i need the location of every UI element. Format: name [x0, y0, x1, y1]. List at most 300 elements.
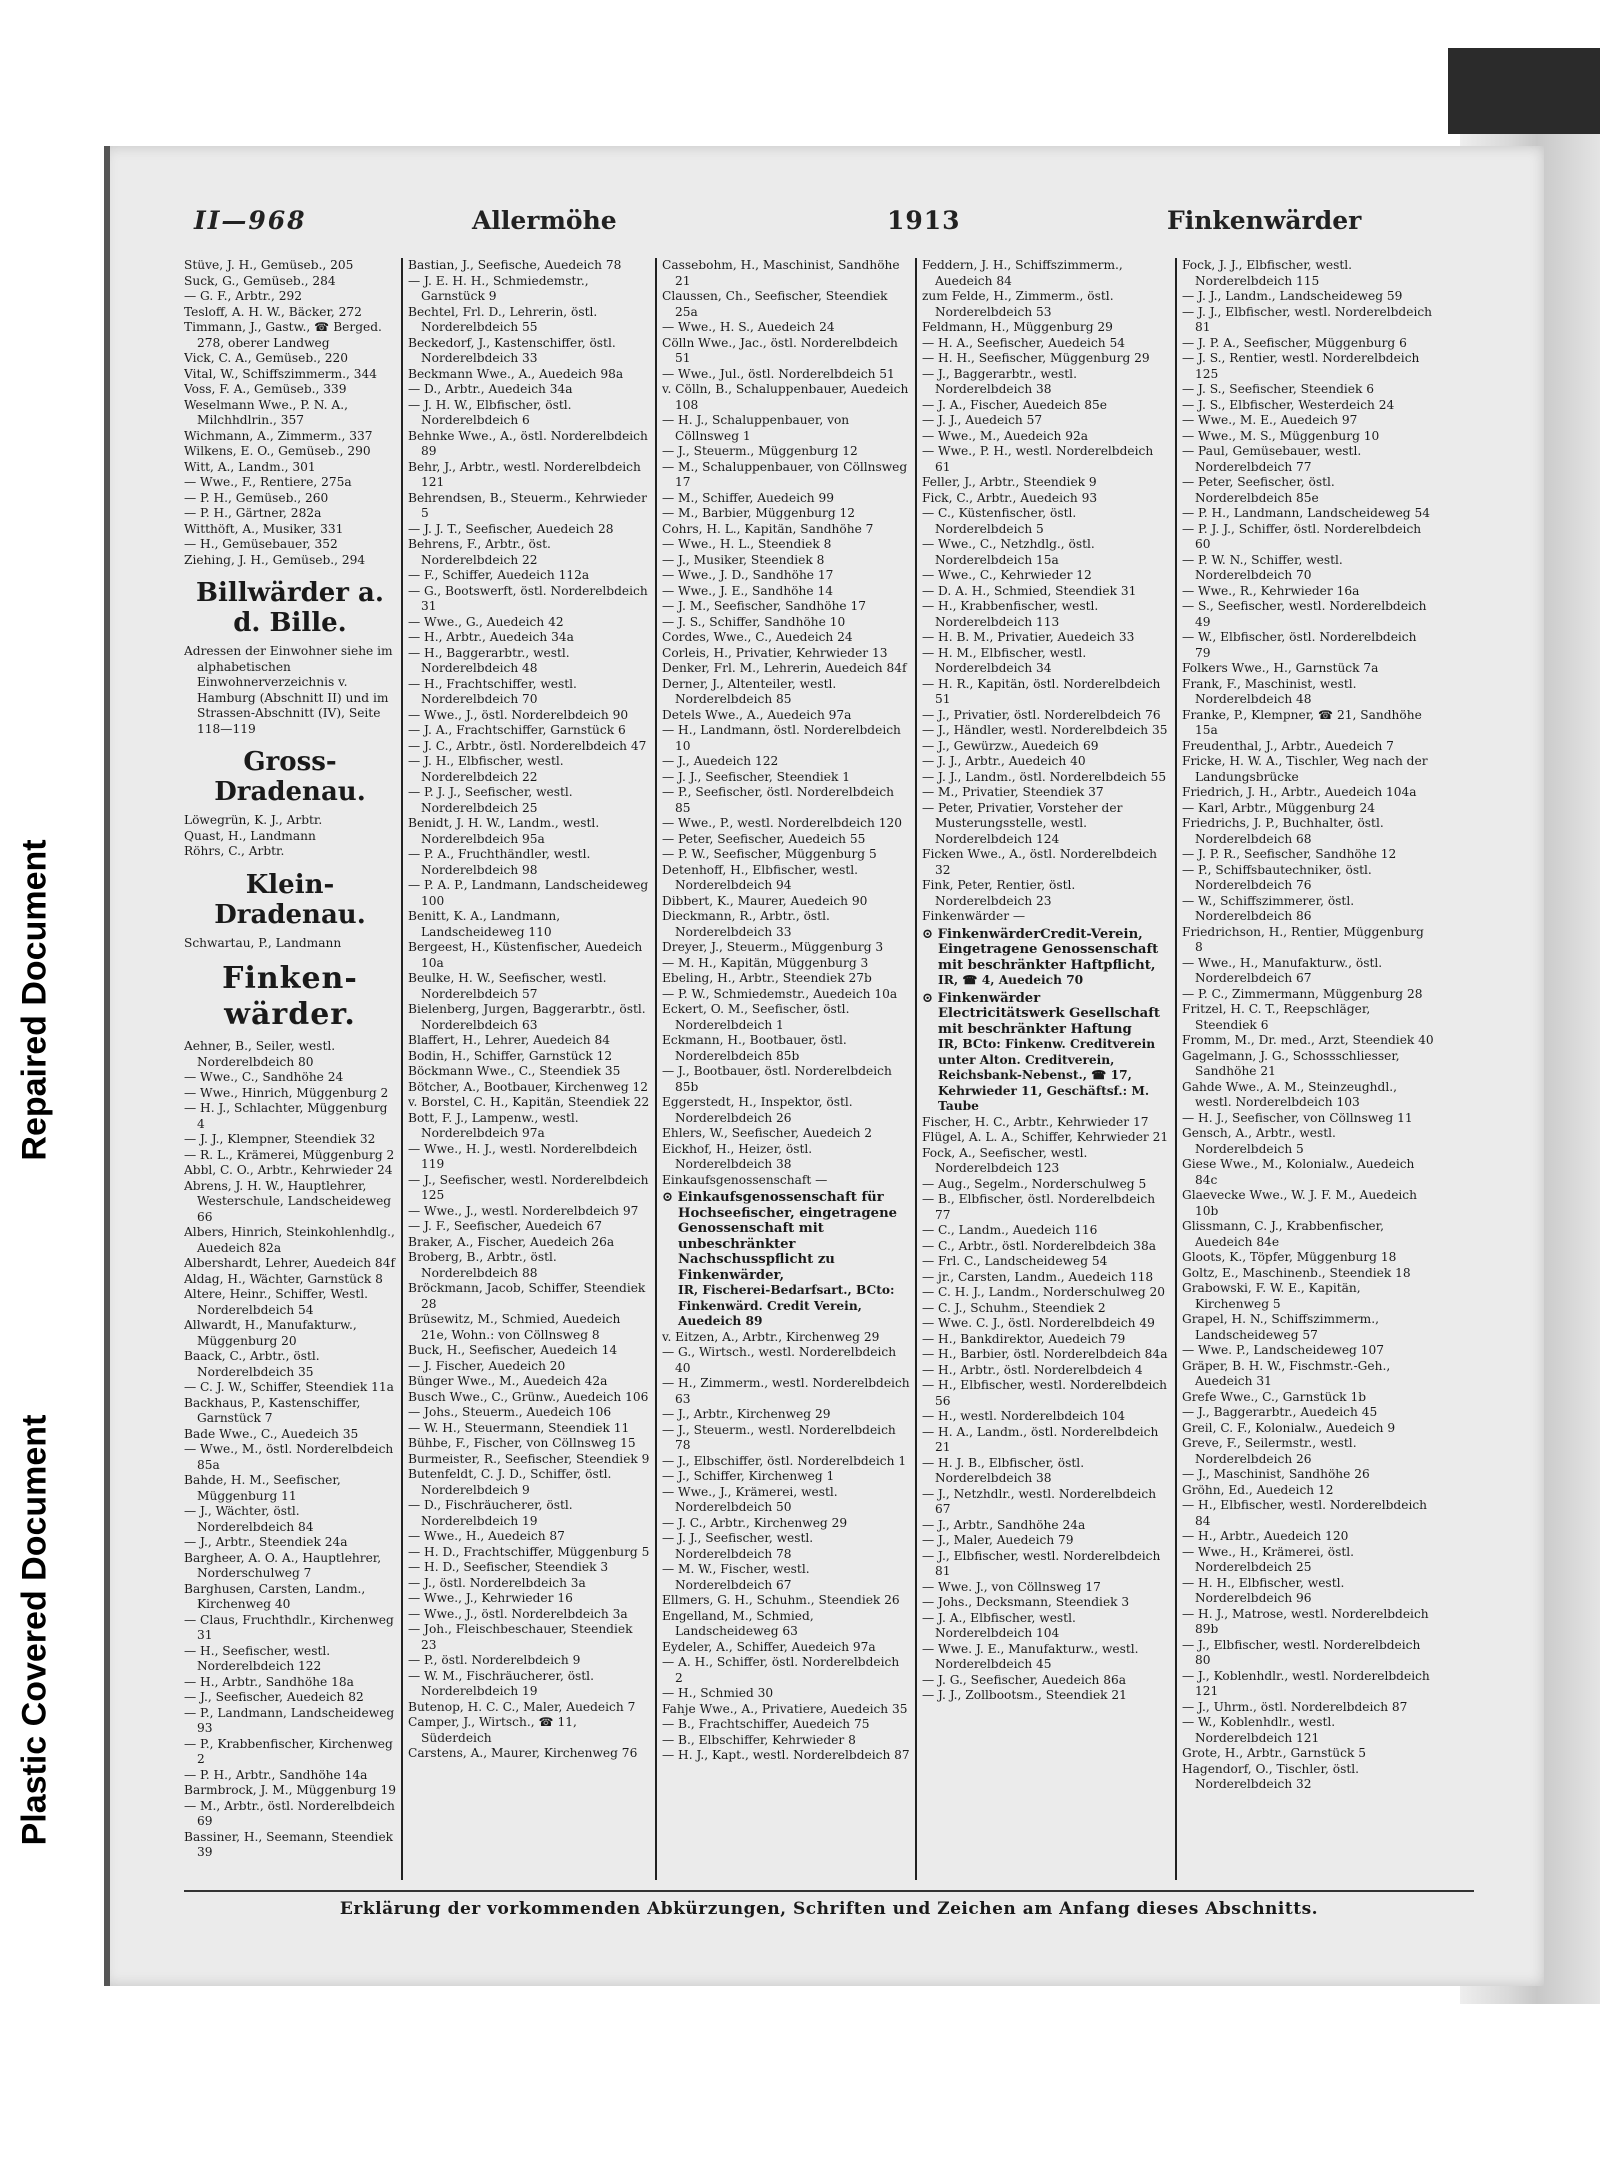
directory-entry: Glaevecke Wwe., W. J. F. M., Auedeich 10b: [1182, 1188, 1417, 1218]
directory-entry: Bünger Wwe., M., Auedeich 42a: [408, 1374, 608, 1388]
directory-entry: Witt, A., Landm., 301: [184, 459, 316, 474]
directory-entry: Friedrichs, J. P., Buchhalter, östl. Norderelbdeich 68: [1182, 816, 1384, 846]
column-1: [184, 258, 396, 1880]
directory-entry: — G., Wirtsch., westl. Norderelbdeich 40: [662, 1345, 897, 1375]
directory-entry: — W., Koblenhdlr., westl. Norderelbdeich 121: [1182, 1715, 1336, 1745]
directory-entry: Beckmann Wwe., A., Auedeich 98a: [408, 366, 624, 381]
directory-entry: — B., Elbfischer, östl. Norderelbdeich 77: [922, 1192, 1156, 1222]
directory-entry: — P. A. P., Landmann, Landscheideweg 100: [408, 878, 649, 908]
directory-entry: — M. W., Fischer, westl. Norderelbdeich 67: [662, 1562, 810, 1592]
side-label-repaired: Repaired Document: [15, 839, 54, 1161]
directory-entry: Voss, F. A., Gemüseb., 339: [184, 382, 347, 396]
directory-entry: — J. J., Auedeich 57: [922, 413, 1043, 427]
directory-entry: — Wwe., H. L., Steendiek 8: [662, 537, 832, 551]
directory-entry: — P., östl. Norderelbdeich 9: [408, 1653, 581, 1667]
directory-entry: — P., Schiffsbautechniker, östl. Norderelbdeich 76: [1182, 862, 1372, 892]
directory-entry: — Wwe., M. E., Auedeich 97: [1182, 413, 1358, 427]
directory-entry: — Wwe. C. J., östl. Norderelbdeich 49: [922, 1316, 1155, 1330]
page-header: [194, 206, 1362, 242]
directory-entry: Bahde, H. M., Seefischer, Müggenburg 11: [184, 1473, 341, 1503]
directory-entry: Wilkens, E. O., Gemüseb., 290: [184, 444, 371, 458]
directory-entry: Dieckmann, R., Arbtr., östl. Norderelbdeich 33: [662, 909, 830, 939]
directory-entry: — Frl. C., Landscheideweg 54: [922, 1254, 1108, 1268]
directory-entry: Löwegrün, K. J., Arbtr.: [184, 813, 323, 827]
directory-entry: Witthöft, A., Musiker, 331: [184, 521, 344, 536]
directory-entry: — J., Baggerarbtr., Auedeich 45: [1182, 1405, 1378, 1419]
directory-entry: — J. M., Seefischer, Sandhöhe 17: [662, 599, 867, 613]
directory-entry: — H., Arbtr., östl. Norderelbdeich 4: [922, 1362, 1143, 1377]
directory-entry: Broberg, B., Arbtr., östl. Norderelbdeich 88: [408, 1250, 557, 1280]
directory-entry: — H. D., Frachtschiffer, Müggenburg 5: [408, 1544, 650, 1559]
column-divider: [1175, 258, 1177, 1880]
directory-entry: Frank, F., Maschinist, westl. Norderelbdeich 48: [1182, 676, 1357, 706]
directory-entry: — M., Privatier, Steendiek 37: [922, 785, 1104, 799]
directory-entry: Abbl, C. O., Arbtr., Kehrwieder 24: [184, 1163, 393, 1177]
directory-entry: — Wwe., H., Auedeich 87: [408, 1529, 565, 1543]
directory-entry: Engelland, M., Schmied, Landscheideweg 63: [662, 1608, 814, 1638]
directory-entry: — H., Gemüsebauer, 352: [184, 537, 338, 551]
directory-entry: Hagendorf, O., Tischler, östl. Norderelbdeich 32: [1182, 1761, 1360, 1791]
directory-entry: Fock, J. J., Elbfischer, westl. Norderelbdeich 115: [1182, 258, 1353, 288]
directory-entry: — J. A., Fischer, Auedeich 85e: [922, 397, 1107, 412]
bullet-icon: ⊙: [922, 990, 938, 1006]
directory-entry: Detenhoff, H., Elbfischer, westl. Norderelbdeich 94: [662, 862, 859, 892]
directory-entry: — H., Arbtr., Auedeich 34a: [408, 630, 574, 644]
directory-entry: Benidt, J. H. W., Landm., westl. Norderelbdeich 95a: [408, 816, 600, 846]
directory-entry: — M., Barbier, Müggenburg 12: [662, 506, 856, 520]
directory-entry: v. Cölln, B., Schaluppenbauer, Auedeich 108: [662, 382, 909, 412]
header-left-title: Allermöhe: [472, 206, 617, 235]
directory-entry: — J. C., Arbtr., Kirchenweg 29: [662, 1515, 848, 1530]
directory-entry: v. Borstel, C. H., Kapitän, Steendiek 22: [408, 1095, 650, 1109]
directory-entry: — Wwe., H., Krämerei, östl. Norderelbdeich 25: [1182, 1544, 1355, 1574]
directory-entry: Grote, H., Arbtr., Garnstück 5: [1182, 1746, 1366, 1760]
directory-entry: — H. J. B., Elbfischer, östl. Norderelbdeich 38: [922, 1455, 1085, 1485]
directory-entry: — J., Arbtr., Kirchenweg 29: [662, 1407, 831, 1421]
directory-entry: — P. H., Gemüseb., 260: [184, 490, 329, 505]
directory-entry: Finkenwärder —: [922, 909, 1026, 923]
directory-entry: — S., Seefischer, westl. Norderelbdeich 49: [1182, 599, 1427, 629]
company-name-text: Einkaufsgenossenschaft für Hochseefischer, eingetragene Genossenschaft mit unbeschränkter Nachschusspflicht zu Finkenwärder,: [677, 1190, 898, 1283]
directory-entry: — Wwe., P. H., westl. Norderelbdeich 61: [922, 444, 1154, 474]
directory-entry: — Aug., Segelm., Norderschulweg 5: [922, 1176, 1147, 1191]
directory-entry: — M., Schaluppenbauer, von Cöllnsweg 17: [662, 459, 908, 489]
directory-entry: Bassiner, H., Seemann, Steendiek 39: [184, 1829, 394, 1859]
directory-entry: — P. J. J., Seefischer, westl. Norderelbdeich 25: [408, 785, 573, 815]
directory-entry: Braker, A., Fischer, Auedeich 26a: [408, 1234, 615, 1249]
directory-entry: — Wwe., C., Kehrwieder 12: [922, 568, 1092, 582]
directory-entry: Suck, G., Gemüseb., 284: [184, 273, 336, 288]
directory-entry: — G., Bootswerft, östl. Norderelbdeich 31: [408, 583, 648, 613]
directory-entry: Vital, W., Schiffszimmerm., 344: [184, 366, 378, 381]
directory-columns: [184, 258, 1474, 1880]
directory-entry: — F., Schiffer, Auedeich 112a: [408, 568, 590, 582]
directory-entry: — J. H., Elbfischer, westl. Norderelbdeich 22: [408, 754, 564, 784]
directory-entry: — P., Landmann, Landscheideweg 93: [184, 1705, 395, 1735]
directory-entry: — J. J., Landm., Landscheideweg 59: [1182, 289, 1403, 303]
directory-entry: — Karl, Arbtr., Müggenburg 24: [1182, 800, 1375, 815]
column-3: [662, 258, 910, 1880]
directory-entry: — H. M., Elbfischer, westl. Norderelbdeich 34: [922, 645, 1087, 675]
directory-entry: — J., Gewürzw., Auedeich 69: [922, 738, 1099, 753]
directory-entry: — Wwe., J., Krämerei, westl. Norderelbdeich 50: [662, 1484, 838, 1514]
directory-entry: Ficken Wwe., A., östl. Norderelbdeich 32: [922, 847, 1158, 877]
directory-entry: Burmeister, R., Seefischer, Steendiek 9: [408, 1451, 650, 1466]
directory-entry: Flügel, A. L. A., Schiffer, Kehrwieder 21: [922, 1130, 1169, 1144]
directory-entry: Fritzel, H. C. T., Reepschläger, Steendiek 6: [1182, 1002, 1371, 1032]
directory-entry: — H. D., Seefischer, Steendiek 3: [408, 1560, 609, 1574]
bullet-icon: ⊙: [662, 1190, 678, 1205]
directory-entry: — H., Seefischer, westl. Norderelbdeich 122: [184, 1643, 331, 1673]
directory-entry: — H. R., Kapitän, östl. Norderelbdeich 51: [922, 676, 1161, 706]
directory-entry: — Johs., Decksmann, Steendiek 3: [922, 1595, 1130, 1609]
directory-entry: — Wwe., H., Manufakturw., östl. Norderelbdeich 67: [1182, 955, 1383, 985]
directory-entry: — J. J., Arbtr., Auedeich 40: [922, 754, 1086, 768]
directory-entry: — Wwe. P., Landscheideweg 107: [1182, 1343, 1384, 1357]
directory-entry: — H. B. M., Privatier, Auedeich 33: [922, 630, 1135, 644]
directory-entry: — J., Netzhdlr., westl. Norderelbdeich 67: [922, 1486, 1157, 1516]
directory-entry: Blaffert, H., Lehrer, Auedeich 84: [408, 1033, 610, 1047]
directory-entry: — G. F., Arbtr., 292: [184, 289, 302, 303]
directory-entry: Wichmann, A., Zimmerm., 337: [184, 428, 373, 443]
directory-entry: Fricke, H. W. A., Tischler, Weg nach der Landungsbrücke: [1182, 754, 1428, 784]
directory-entry: — J., Koblenhdlr., westl. Norderelbdeich 121: [1182, 1668, 1430, 1698]
directory-entry: — J. A., Frachtschiffer, Garnstück 6: [408, 723, 626, 737]
directory-entry: — J. S., Schiffer, Sandhöhe 10: [662, 614, 846, 629]
directory-entry: Greil, C. F., Kolonialw., Auedeich 9: [1182, 1420, 1396, 1435]
directory-entry: Aldag, H., Wächter, Garnstück 8: [184, 1271, 383, 1286]
page-left-edge: [104, 146, 110, 1986]
directory-entry: Behrendsen, B., Steuerm., Kehrwieder 5: [408, 490, 647, 520]
directory-entry: — J., Händler, westl. Norderelbdeich 35: [922, 723, 1168, 737]
directory-entry: Bade Wwe., C., Auedeich 35: [184, 1426, 359, 1441]
directory-entry: Einkaufsgenossenschaft —: [662, 1172, 828, 1187]
directory-entry: — J., Maschinist, Sandhöhe 26: [1182, 1467, 1370, 1481]
directory-entry: — P. H., Arbtr., Sandhöhe 14a: [184, 1767, 368, 1782]
directory-entry: Eggerstedt, H., Inspektor, östl. Norderelbdeich 26: [662, 1095, 853, 1125]
directory-entry: — C. J., Schuhm., Steendiek 2: [922, 1300, 1106, 1315]
directory-entry: Albers, Hinrich, Steinkohlenhdlg., Auedeich 82a: [184, 1225, 395, 1255]
directory-entry: Cohrs, H. L., Kapitän, Sandhöhe 7: [662, 521, 874, 536]
directory-entry: — P. H., Gärtner, 282a: [184, 506, 322, 520]
company-name: [662, 1190, 910, 1283]
directory-entry: — H., Elbfischer, westl. Norderelbdeich 56: [922, 1378, 1168, 1408]
directory-entry: — J., östl. Norderelbdeich 3a: [408, 1575, 586, 1590]
directory-entry: — J. P. A., Seefischer, Müggenburg 6: [1182, 335, 1407, 350]
directory-entry: — J. J. T., Seefischer, Auedeich 28: [408, 521, 614, 536]
directory-entry: — Wwe., M., östl. Norderelbdeich 85a: [184, 1442, 394, 1472]
directory-entry: — P. J. J., Schiffer, östl. Norderelbdeich 60: [1182, 521, 1422, 551]
directory-entry: Greve, F., Seilermstr., westl. Norderelbdeich 26: [1182, 1436, 1357, 1466]
company-details: IR, Fischerei-Bedarfsart., BCto: Finkenwärd. Credit Verein, Auedeich 89: [678, 1283, 895, 1328]
directory-entry: Bargheer, A. O. A., Hauptlehrer, Norderschulweg 7: [184, 1550, 382, 1580]
directory-entry: Fock, A., Seefischer, westl. Norderelbdeich 123: [922, 1145, 1088, 1175]
directory-entry: Bühbe, F., Fischer, von Cöllnsweg 15: [408, 1436, 636, 1450]
directory-entry: Giese Wwe., M., Kolonialw., Auedeich 84c: [1182, 1157, 1415, 1187]
directory-entry: Grefe Wwe., C., Garnstück 1b: [1182, 1389, 1366, 1404]
directory-entry: — D., Arbtr., Auedeich 34a: [408, 382, 573, 396]
directory-entry: — C. H. J., Landm., Norderschulweg 20: [922, 1285, 1165, 1299]
company-name: [922, 927, 1170, 974]
company-entry: [922, 927, 1170, 989]
directory-entry: — P. W. N., Schiffer, westl. Norderelbdeich 70: [1182, 552, 1343, 582]
directory-entry: — J., Bootbauer, östl. Norderelbdeich 85b: [662, 1064, 892, 1094]
directory-entry: Detels Wwe., A., Auedeich 97a: [662, 707, 852, 722]
directory-entry: — H., Arbtr., Auedeich 120: [1182, 1529, 1349, 1543]
directory-entry: Friedrich, J. H., Arbtr., Auedeich 104a: [1182, 785, 1417, 799]
directory-entry: Bröckmann, Jacob, Schiffer, Steendiek 28: [408, 1281, 646, 1311]
section-heading: Billwärder a. d. Bille.: [196, 578, 384, 638]
directory-entry: — H., Barbier, östl. Norderelbdeich 84a: [922, 1347, 1168, 1361]
directory-entry: — M., Schiffer, Auedeich 99: [662, 490, 835, 505]
directory-entry: Abrens, J. H. W., Hauptlehrer, Westerschule, Landscheideweg 66: [184, 1178, 392, 1224]
company-name: [922, 991, 1170, 1038]
directory-entry: Behnke Wwe., A., östl. Norderelbdeich 89: [408, 428, 648, 458]
directory-entry: — H., Zimmerm., westl. Norderelbdeich 63: [662, 1376, 910, 1406]
directory-entry: — Claus, Fruchthdlr., Kirchenweg 31: [184, 1612, 394, 1642]
directory-entry: Dibbert, K., Maurer, Auedeich 90: [662, 893, 868, 908]
directory-entry: Vick, C. A., Gemüseb., 220: [184, 351, 349, 365]
directory-entry: Bergeest, H., Küstenfischer, Auedeich 10a: [408, 940, 643, 970]
directory-entry: — H. A., Landm., östl. Norderelbdeich 21: [922, 1424, 1159, 1454]
directory-entry: Beulke, H. W., Seefischer, westl. Norderelbdeich 57: [408, 971, 607, 1001]
column-divider: [655, 258, 657, 1880]
directory-entry: Gröhn, Ed., Auedeich 12: [1182, 1482, 1334, 1497]
directory-entry: Corleis, H., Privatier, Kehrwieder 13: [662, 645, 888, 660]
directory-entry: — M., Arbtr., östl. Norderelbdeich 69: [184, 1798, 395, 1828]
directory-entry: — D. A. H., Schmied, Steendiek 31: [922, 583, 1137, 598]
column-divider: [915, 258, 917, 1880]
directory-entry: — J., Auedeich 122: [662, 754, 779, 768]
directory-entry: — H., Arbtr., Sandhöhe 18a: [184, 1674, 354, 1689]
header-right-title: Finkenwärder: [1167, 206, 1362, 235]
directory-entry: Butenfeldt, C. J. D., Schiffer, östl. Norderelbdeich 9: [408, 1467, 612, 1497]
directory-entry: Bielenberg, Jurgen, Baggerarbtr., östl. Norderelbdeich 63: [408, 1002, 646, 1032]
directory-entry: Cordes, Wwe., C., Auedeich 24: [662, 630, 853, 644]
directory-entry: — W., Schiffszimmerer, östl. Norderelbdeich 86: [1182, 893, 1355, 923]
directory-entry: — P. C., Zimmermann, Müggenburg 28: [1182, 986, 1423, 1001]
directory-entry: — Wwe., R., Kehrwieder 16a: [1182, 583, 1360, 598]
directory-entry: Weselmann Wwe., P. N. A., Milchhdlrin., 357: [184, 397, 348, 427]
directory-entry: — J., Uhrm., östl. Norderelbdeich 87: [1182, 1699, 1408, 1714]
directory-entry: Röhrs, C., Arbtr.: [184, 844, 285, 858]
directory-entry: Allwardt, H., Manufakturw., Müggenburg 20: [184, 1318, 357, 1348]
directory-entry: — Wwe., M., Auedeich 92a: [922, 428, 1089, 443]
directory-entry: Carstens, A., Maurer, Kirchenweg 76: [408, 1746, 638, 1760]
company-name-text: Finkenwärder Electricitätswerk Gesellschaft mit beschränkter Haftung: [937, 990, 1160, 1037]
directory-entry: Folkers Wwe., H., Garnstück 7a: [1182, 661, 1379, 675]
directory-entry: — J., Seefischer, Auedeich 82: [184, 1690, 364, 1704]
directory-entry: Dreyer, J., Steuerm., Müggenburg 3: [662, 940, 884, 954]
directory-entry: — Wwe., H. J., westl. Norderelbdeich 119: [408, 1141, 638, 1171]
directory-entry: Grabowski, F. W. E., Kapitän, Kirchenweg 5: [1182, 1281, 1361, 1311]
directory-entry: — Peter, Privatier, Vorsteher der Musterungsstelle, westl. Norderelbdeich 124: [922, 800, 1123, 846]
directory-entry: — Paul, Gemüsebauer, westl. Norderelbdeich 77: [1182, 444, 1362, 474]
directory-entry: — J., Wächter, östl. Norderelbdeich 84: [184, 1504, 314, 1534]
directory-entry: — J. H. W., Elbfischer, östl. Norderelbdeich 6: [408, 397, 572, 427]
directory-entry: — J. S., Rentier, westl. Norderelbdeich 125: [1182, 351, 1420, 381]
directory-entry: — J. S., Elbfischer, Westerdeich 24: [1182, 397, 1395, 412]
directory-entry: — Peter, Seefischer, Auedeich 55: [662, 831, 866, 846]
directory-entry: Aehner, B., Seiler, westl. Norderelbdeich 80: [184, 1039, 336, 1069]
directory-entry: — Wwe., J., östl. Norderelbdeich 90: [408, 707, 629, 722]
directory-entry: — H., Elbfischer, westl. Norderelbdeich 84: [1182, 1498, 1428, 1528]
directory-entry: Gloots, K., Töpfer, Müggenburg 18: [1182, 1250, 1397, 1264]
directory-entry: Cassebohm, H., Maschinist, Sandhöhe 21: [662, 258, 900, 288]
directory-entry: Grapel, H. N., Schiffszimmerm., Landscheideweg 57: [1182, 1312, 1379, 1342]
directory-entry: Ziehing, J. H., Gemüseb., 294: [184, 552, 366, 567]
directory-entry: Franke, P., Klempner, ☎ 21, Sandhöhe 15a: [1182, 707, 1422, 737]
directory-entry: Fick, C., Arbtr., Auedeich 93: [922, 490, 1098, 505]
document-page: [104, 146, 1544, 1986]
directory-entry: — Wwe., J., westl. Norderelbdeich 97: [408, 1203, 639, 1218]
directory-entry: — B., Elbschiffer, Kehrwieder 8: [662, 1732, 856, 1747]
directory-entry: — Joh., Fleischbeschauer, Steendiek 23: [408, 1622, 633, 1652]
directory-entry: Goltz, E., Maschinenb., Steendiek 18: [1182, 1265, 1411, 1280]
directory-entry: Camper, J., Wirtsch., ☎ 11, Süderdeich: [408, 1715, 577, 1745]
section-heading: Finken-wärder.: [222, 961, 358, 1032]
column-4: [922, 258, 1170, 1880]
directory-entry: — Wwe., G., Auedeich 42: [408, 614, 564, 629]
directory-entry: — B., Frachtschiffer, Auedeich 75: [662, 1717, 870, 1731]
directory-entry: Schwartau, P., Landmann: [184, 935, 342, 950]
directory-entry: — P. A., Fruchthändler, westl. Norderelbdeich 98: [408, 847, 591, 877]
directory-entry: — J. J., Seefischer, Steendiek 1: [662, 769, 851, 784]
company-details: IR, ☎ 4, Auedeich 70: [938, 973, 1084, 987]
directory-entry: Eckert, O. M., Seefischer, östl. Norderelbdeich 1: [662, 1002, 850, 1032]
directory-entry: Butenop, H. C. C., Maler, Auedeich 7: [408, 1699, 636, 1714]
directory-entry: Busch Wwe., C., Grünw., Auedeich 106: [408, 1389, 649, 1404]
directory-entry: Stüve, J. H., Gemüseb., 205: [184, 258, 354, 272]
directory-entry: Beckedorf, J., Kastenschiffer, östl. Norderelbdeich 33: [408, 335, 616, 365]
column-2: [408, 258, 650, 1880]
directory-entry: — Wwe., H. S., Auedeich 24: [662, 320, 835, 334]
directory-entry: Altere, Heinr., Schiffer, Westl. Norderelbdeich 54: [184, 1287, 368, 1317]
directory-entry: Fromm, M., Dr. med., Arzt, Steendiek 40: [1182, 1033, 1434, 1047]
directory-entry: — Wwe., J., Kehrwieder 16: [408, 1591, 573, 1605]
directory-entry: — J., Arbtr., Steendiek 24a: [184, 1535, 348, 1549]
directory-entry: — P., Krabbenfischer, Kirchenweg 2: [184, 1736, 393, 1766]
directory-entry: Glissmann, C. J., Krabbenfischer, Auedeich 84e: [1182, 1219, 1385, 1249]
directory-entry: Gensch, A., Arbtr., westl. Norderelbdeich 5: [1182, 1126, 1336, 1156]
directory-entry: — Wwe., P., westl. Norderelbdeich 120: [662, 816, 902, 830]
directory-entry: — M. H., Kapitän, Müggenburg 3: [662, 955, 869, 970]
directory-entry: Barmbrock, J. M., Müggenburg 19: [184, 1783, 396, 1797]
directory-entry: Behrens, F., Arbtr., öst. Norderelbdeich 22: [408, 537, 551, 567]
directory-entry: Feller, J., Arbtr., Steendiek 9: [922, 475, 1097, 489]
directory-entry: — H. J., Schlachter, Müggenburg 4: [184, 1101, 388, 1131]
directory-entry: — J. F., Seefischer, Auedeich 67: [408, 1219, 603, 1233]
directory-entry: Timmann, J., Gastw., ☎ Berged. 278, oberer Landweg: [184, 320, 382, 350]
directory-entry: Quast, H., Landmann: [184, 828, 316, 843]
directory-entry: — J., Schiffer, Kirchenweg 1: [662, 1469, 835, 1483]
directory-entry: Bechtel, Frl. D., Lehrerin, östl. Norderelbdeich 55: [408, 304, 598, 334]
directory-entry: — J., Seefischer, westl. Norderelbdeich 125: [408, 1172, 649, 1202]
directory-entry: Bott, F. J., Lampenw., westl. Norderelbdeich 97a: [408, 1110, 579, 1140]
page-number: II—968: [194, 206, 307, 235]
directory-entry: Baack, C., Arbtr., östl. Norderelbdeich 35: [184, 1349, 320, 1379]
directory-entry: — J. J., Elbfischer, westl. Norderelbdeich 81: [1182, 304, 1433, 334]
directory-entry: — P., Seefischer, östl. Norderelbdeich 85: [662, 785, 894, 815]
directory-entry: Albershardt, Lehrer, Auedeich 84f: [184, 1256, 395, 1270]
directory-entry: Denker, Frl. M., Lehrerin, Auedeich 84f: [662, 661, 907, 675]
directory-entry: — J. C., Arbtr., östl. Norderelbdeich 47: [408, 738, 647, 753]
directory-entry: Eckmann, H., Bootbauer, östl. Norderelbdeich 85b: [662, 1033, 847, 1063]
directory-entry: Fink, Peter, Rentier, östl. Norderelbdeich 23: [922, 878, 1076, 908]
directory-entry: — H., Krabbenfischer, westl. Norderelbdeich 113: [922, 599, 1099, 629]
directory-entry: — P. W., Schmiedemstr., Auedeich 10a: [662, 986, 898, 1001]
directory-entry: Bastian, J., Seefische, Auedeich 78: [408, 258, 622, 272]
directory-entry: — C., Arbtr., östl. Norderelbdeich 38a: [922, 1238, 1156, 1253]
page-footer: Erklärung der vorkommenden Abkürzungen, Schriften und Zeichen am Anfang dieses Abschnitts.: [184, 1890, 1474, 1919]
company-entry: [662, 1190, 910, 1330]
directory-entry: Claussen, Ch., Seefischer, Steendiek 25a: [662, 289, 888, 319]
directory-entry: — J., Arbtr., Sandhöhe 24a: [922, 1517, 1086, 1532]
directory-entry: — H., Landmann, östl. Norderelbdeich 10: [662, 723, 901, 753]
directory-entry: — J., Steuerm., Müggenburg 12: [662, 444, 858, 458]
side-label-plastic: Plastic Covered Document: [15, 1414, 54, 1846]
directory-entry: Backhaus, P., Kastenschiffer, Garnstück 7: [184, 1395, 361, 1425]
directory-entry: Cölln Wwe., Jac., östl. Norderelbdeich 51: [662, 335, 898, 365]
directory-entry: — J., Elbfischer, westl. Norderelbdeich 80: [1182, 1637, 1421, 1667]
directory-entry: — C. J. W., Schiffer, Steendiek 11a: [184, 1380, 394, 1394]
directory-entry: Derner, J., Altenteiler, westl. Norderelbdeich 85: [662, 676, 837, 706]
directory-entry: — D., Fischräucherer, östl. Norderelbdeich 19: [408, 1498, 573, 1528]
directory-entry: Bodin, H., Schiffer, Garnstück 12: [408, 1048, 613, 1063]
directory-entry: Benitt, K. A., Landmann, Landscheideweg 110: [408, 909, 561, 939]
directory-entry: — Wwe., Hinrich, Müggenburg 2: [184, 1085, 389, 1100]
directory-entry: — C., Landm., Auedeich 116: [922, 1223, 1098, 1237]
directory-entry: — Wwe., J. E., Sandhöhe 14: [662, 583, 833, 598]
directory-entry: — Peter, Seefischer, östl. Norderelbdeich 85e: [1182, 475, 1335, 505]
directory-entry: — Wwe., C., Sandhöhe 24: [184, 1070, 344, 1084]
company-entry: [922, 991, 1170, 1115]
directory-entry: — J. G., Seefischer, Auedeich 86a: [922, 1672, 1127, 1687]
directory-entry: Ehlers, W., Seefischer, Auedeich 2: [662, 1126, 873, 1140]
directory-entry: — H., westl. Norderelbdeich 104: [922, 1409, 1126, 1423]
directory-entry: — J., Musiker, Steendiek 8: [662, 552, 825, 567]
directory-entry: — Johs., Steuerm., Auedeich 106: [408, 1405, 612, 1419]
directory-entry: — J., Baggerarbtr., westl. Norderelbdeich 38: [922, 366, 1077, 396]
header-year: 1913: [887, 206, 961, 235]
directory-entry: — J. J., Zollbootsm., Steendiek 21: [922, 1688, 1127, 1702]
directory-entry: — Wwe. J., von Cöllnsweg 17: [922, 1579, 1101, 1594]
directory-entry: Feddern, J. H., Schiffszimmerm., Auedeich 84: [922, 258, 1123, 288]
directory-entry: — H. J., Seefischer, von Cöllnsweg 11: [1182, 1110, 1413, 1125]
directory-entry: Tesloff, A. H. W., Bäcker, 272: [184, 304, 362, 319]
directory-entry: — P. W., Seefischer, Müggenburg 5: [662, 847, 877, 861]
directory-entry: Gagelmann, J. G., Schossschliesser, Sandhöhe 21: [1182, 1048, 1400, 1078]
directory-entry: Brüsewitz, M., Schmied, Auedeich 21e, Wohn.: von Cöllnsweg 8: [408, 1312, 621, 1342]
directory-entry: — J. J., Klempner, Steendiek 32: [184, 1132, 376, 1146]
directory-entry: — H. H., Seefischer, Müggenburg 29: [922, 351, 1150, 365]
directory-entry: — J. P. R., Seefischer, Sandhöhe 12: [1182, 847, 1397, 861]
directory-entry: — H. A., Seefischer, Auedeich 54: [922, 335, 1125, 350]
directory-entry: Ebeling, H., Arbtr., Steendiek 27b: [662, 971, 872, 985]
company-details: IR, BCto: Finkenw. Creditverein unter Alton. Creditverein, Reichsbank-Nebenst., ☎ 17, Kehrwieder 11, Geschäftsf.: M. Taube: [938, 1037, 1156, 1113]
directory-entry: — J. S., Seefischer, Steendiek 6: [1182, 382, 1375, 396]
directory-entry: — J., Elbschiffer, östl. Norderelbdeich 1: [662, 1453, 907, 1468]
directory-entry: Gräper, B. H. W., Fischmstr.-Geh., Auedeich 31: [1182, 1358, 1391, 1388]
directory-entry: — H. J., Kapt., westl. Norderelbdeich 87: [662, 1748, 910, 1762]
directory-entry: — H., Baggerarbtr., westl. Norderelbdeich 48: [408, 645, 570, 675]
directory-entry: v. Eitzen, A., Arbtr., Kirchenweg 29: [662, 1329, 880, 1344]
directory-entry: — A. H., Schiffer, östl. Norderelbdeich 2: [662, 1655, 900, 1685]
column-divider: [401, 258, 403, 1880]
directory-entry: — J., Elbfischer, westl. Norderelbdeich 81: [922, 1548, 1161, 1578]
directory-entry: — J. J., Landm., östl. Norderelbdeich 55: [922, 769, 1167, 784]
directory-entry: — Wwe., J., östl. Norderelbdeich 3a: [408, 1606, 628, 1621]
